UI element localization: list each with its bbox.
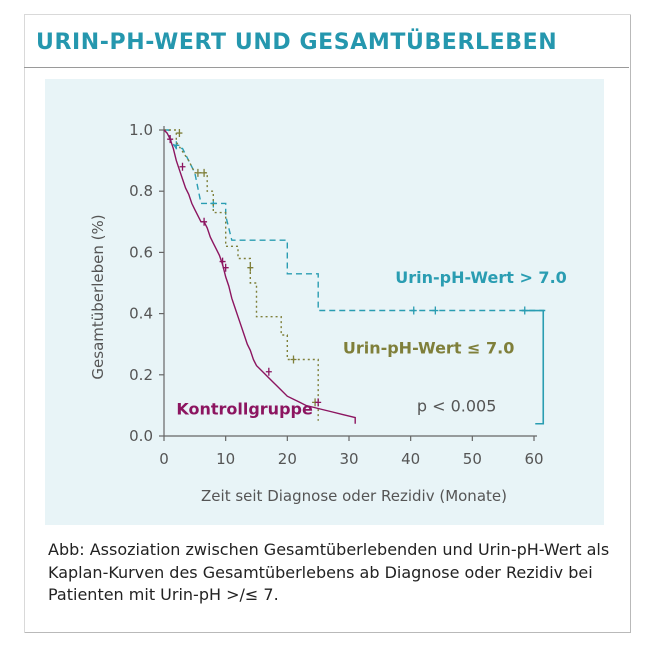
censor-mark (201, 169, 207, 177)
chart-panel (45, 79, 604, 525)
y-tick-label: 1.0 (129, 121, 153, 139)
censor-mark (432, 307, 438, 315)
figure-caption: Abb: Assoziation zwischen Gesamtüberlebenden und Urin-pH-Wert als Kaplan-Kurven des Gesamtüberlebens ab Diagnose oder Rezidiv bei Patienten mit Urin-pH >/≤ 7. (48, 540, 610, 604)
censor-mark (247, 264, 253, 272)
x-tick-label: 20 (277, 450, 297, 468)
censor-mark (173, 141, 179, 149)
y-tick-label: 0.2 (129, 365, 153, 384)
censor-mark (315, 398, 321, 406)
x-tick-label: 40 (401, 450, 421, 468)
x-tick-label: 10 (216, 450, 236, 468)
censor-mark (176, 129, 182, 137)
frame-top-rule (24, 14, 631, 15)
series-label-kontrollgruppe: Kontrollgruppe (176, 399, 313, 419)
frame-left-rule (24, 14, 25, 633)
x-tick-label: 0 (159, 450, 169, 468)
y-tick-label: 0.6 (129, 243, 153, 262)
x-tick-label: 50 (462, 450, 482, 468)
x-tick-label: 30 (339, 450, 359, 468)
censor-mark (411, 307, 417, 315)
series-label-ph-le-7: Urin-pH-Wert ≤ 7.0 (342, 338, 515, 358)
y-tick-label: 0.0 (129, 427, 153, 445)
x-axis-title: Zeit seit Diagnose oder Rezidiv (Monate) (201, 487, 507, 505)
title-divider (24, 67, 629, 68)
series-label-ph-above-7: Urin-pH-Wert > 7.0 (395, 268, 567, 287)
km-curve-urin-ph-wert-7-0 (164, 130, 318, 421)
censor-mark (266, 368, 272, 376)
censor-mark (180, 163, 186, 171)
x-tick-label: 60 (524, 450, 544, 468)
censor-mark (291, 356, 297, 364)
kaplan-meier-chart (45, 79, 604, 525)
y-tick-label: 0.4 (129, 304, 153, 323)
p-value-label: p < 0.005 (416, 396, 497, 416)
km-curve-kontrollgruppe (164, 130, 355, 424)
p-value-bracket (522, 311, 544, 424)
y-tick-label: 0.8 (129, 182, 153, 201)
figure-title: URIN-PH-WERT UND GESAMTÜBERLEBEN (36, 30, 558, 55)
y-axis-title: Gesamtüberleben (%) (89, 214, 107, 380)
